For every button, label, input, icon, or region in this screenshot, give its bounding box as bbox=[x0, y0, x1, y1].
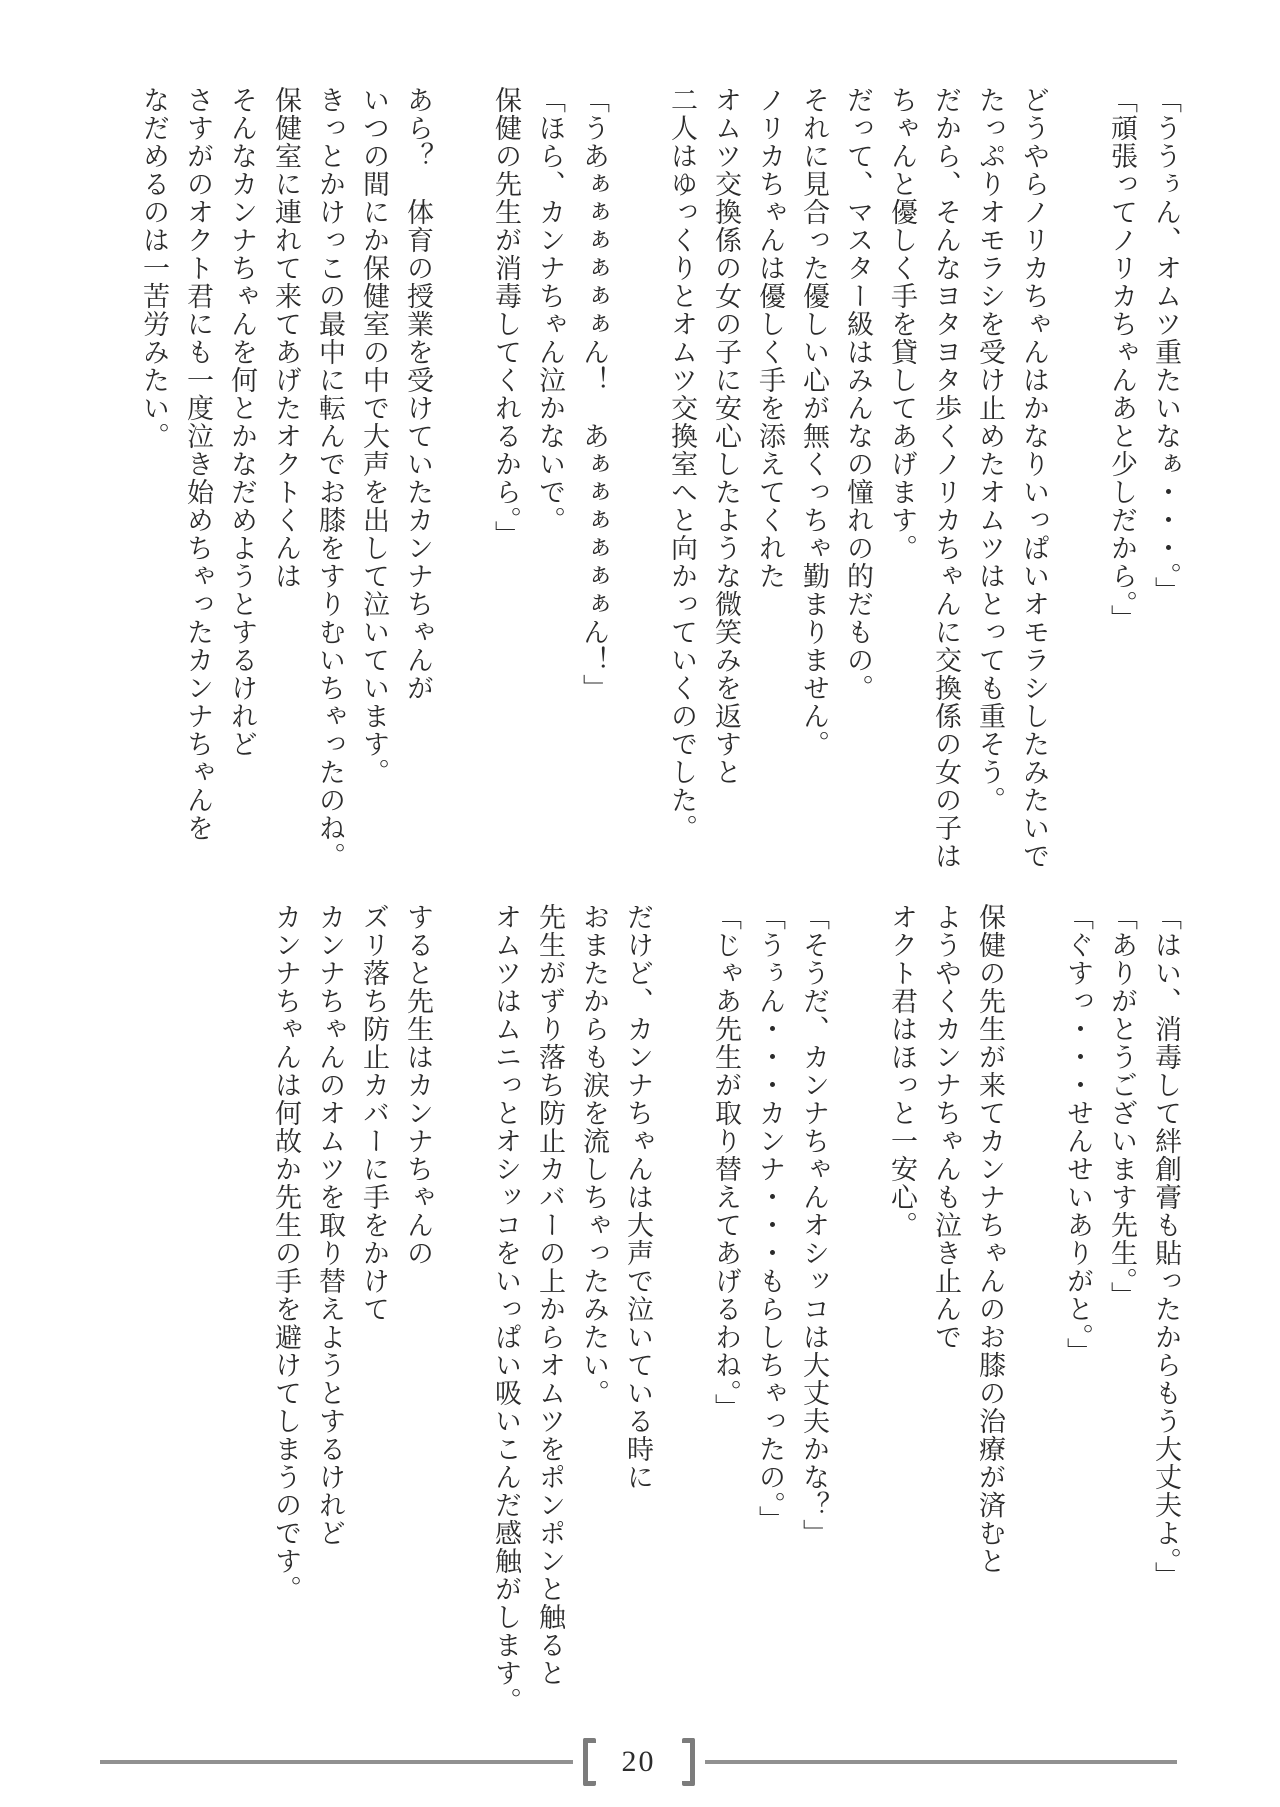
text-line: オムツはムニっとオシッコをいっぱい吸いこんだ感触がします。 bbox=[491, 903, 521, 1715]
blank-line bbox=[1012, 903, 1056, 1728]
text-line: 「うぅん・・・カンナ・・・もらしちゃったの。」 bbox=[755, 903, 785, 1534]
text-line: いつの間にか保健室の中で大声を出して泣いています。 bbox=[359, 86, 389, 786]
text-line: 二人はゆっくりとオムツ交換室へと向かっていくのでした。 bbox=[667, 86, 697, 842]
page-number: 20 bbox=[621, 1745, 656, 1778]
text-line: ちゃんと優しく手を貸してあげます。 bbox=[887, 86, 917, 562]
text-line: 「じゃあ先生が取り替えてあげるわね。」 bbox=[711, 903, 741, 1422]
text-line: カンナちゃんは何故か先生の手を避けてしまうのです。 bbox=[271, 903, 301, 1603]
text-line: 保健の先生が来てカンナちゃんのお膝の治療が済むと bbox=[975, 903, 1005, 1575]
text-line: オクト君はほっと一安心。 bbox=[887, 903, 917, 1239]
text-line: ようやくカンナちゃんも泣き止んで bbox=[931, 903, 961, 1351]
blank-line bbox=[440, 903, 484, 1728]
text-line: 保健室に連れて来てあげたオクトくんは bbox=[271, 86, 301, 590]
text-line: どうやらノリカちゃんはかなりいっぱいオモラシしたみたいで bbox=[1019, 86, 1049, 870]
text-line: だけど、カンナちゃんは大声で泣いている時に bbox=[623, 903, 653, 1491]
text-line: ノリカちゃんは優しく手を添えてくれた bbox=[755, 86, 785, 590]
text-line: あら？ 体育の授業を受けていたカンナちゃんが bbox=[403, 86, 433, 702]
text-line: ズリ落ち防止カバーに手をかけて bbox=[359, 903, 389, 1323]
text-line: 「うあぁぁぁぁぁぁん！ あぁぁぁぁぁぁん！」 bbox=[579, 86, 609, 702]
text-line: さすがのオクト君にも一度泣き始めちゃったカンナちゃんを bbox=[183, 86, 213, 842]
blank-line bbox=[836, 903, 880, 1728]
page-number-bracket-right-icon bbox=[682, 1738, 695, 1786]
text-line: だから、そんなヨタヨタ歩くノリカちゃんに交換係の女の子は bbox=[931, 86, 961, 870]
text-line: 「ありがとうございます先生。」 bbox=[1107, 903, 1137, 1310]
text-line: すると先生はカンナちゃんの bbox=[403, 903, 433, 1267]
page-number-bracket-left-icon bbox=[583, 1738, 596, 1786]
blank-line bbox=[440, 86, 484, 886]
text-line: おまたからも涙を流しちゃったみたい。 bbox=[579, 903, 609, 1407]
text-line: 「頑張ってノリカちゃんあと少しだから。」 bbox=[1107, 86, 1137, 633]
text-line: 「ぐすっ・・・せんせいありがと。」 bbox=[1063, 903, 1093, 1366]
text-line: オムツ交換係の女の子に安心したような微笑みを返すと bbox=[711, 86, 741, 786]
blank-line bbox=[616, 86, 660, 886]
text-line: たっぷりオモラシを受け止めたオムツはとっても重そう。 bbox=[975, 86, 1005, 814]
text-line: それに見合った優しい心が無くっちゃ勤まりません。 bbox=[799, 86, 829, 758]
page-footer bbox=[100, 1736, 1177, 1788]
text-line: カンナちゃんのオムツを取り替えようとするけれど bbox=[315, 903, 345, 1547]
blank-line bbox=[1056, 86, 1100, 886]
text-line: 「そうだ、カンナちゃんオシッコは大丈夫かな？」 bbox=[799, 903, 829, 1547]
text-line: 「ううぅん、オムツ重たいなぁ・・・。」 bbox=[1151, 86, 1181, 605]
text-line: きっとかけっこの最中に転んでお膝をすりむいちゃったのね。 bbox=[315, 86, 345, 870]
footer-rule-left bbox=[100, 1760, 573, 1764]
text-line: 先生がずり落ち防止カバーの上からオムツをポンポンと触ると bbox=[535, 903, 565, 1687]
text-line: なだめるのは一苦労みたい。 bbox=[139, 86, 169, 450]
text-line: そんなカンナちゃんを何とかなだめようとするけれど bbox=[227, 86, 257, 758]
text-line: だって、マスター級はみんなの憧れの的だもの。 bbox=[843, 86, 873, 702]
footer-rule-right bbox=[705, 1760, 1178, 1764]
text-block-top bbox=[132, 86, 1188, 886]
blank-line bbox=[660, 903, 704, 1728]
text-line: 保健の先生が消毒してくれるから。」 bbox=[491, 86, 521, 549]
text-block-bottom bbox=[264, 903, 1188, 1728]
text-line: 「ほら、カンナちゃん泣かないで。 bbox=[535, 86, 565, 534]
text-line: 「はい、消毒して絆創膏も貼ったからもう大丈夫よ。」 bbox=[1151, 903, 1181, 1590]
